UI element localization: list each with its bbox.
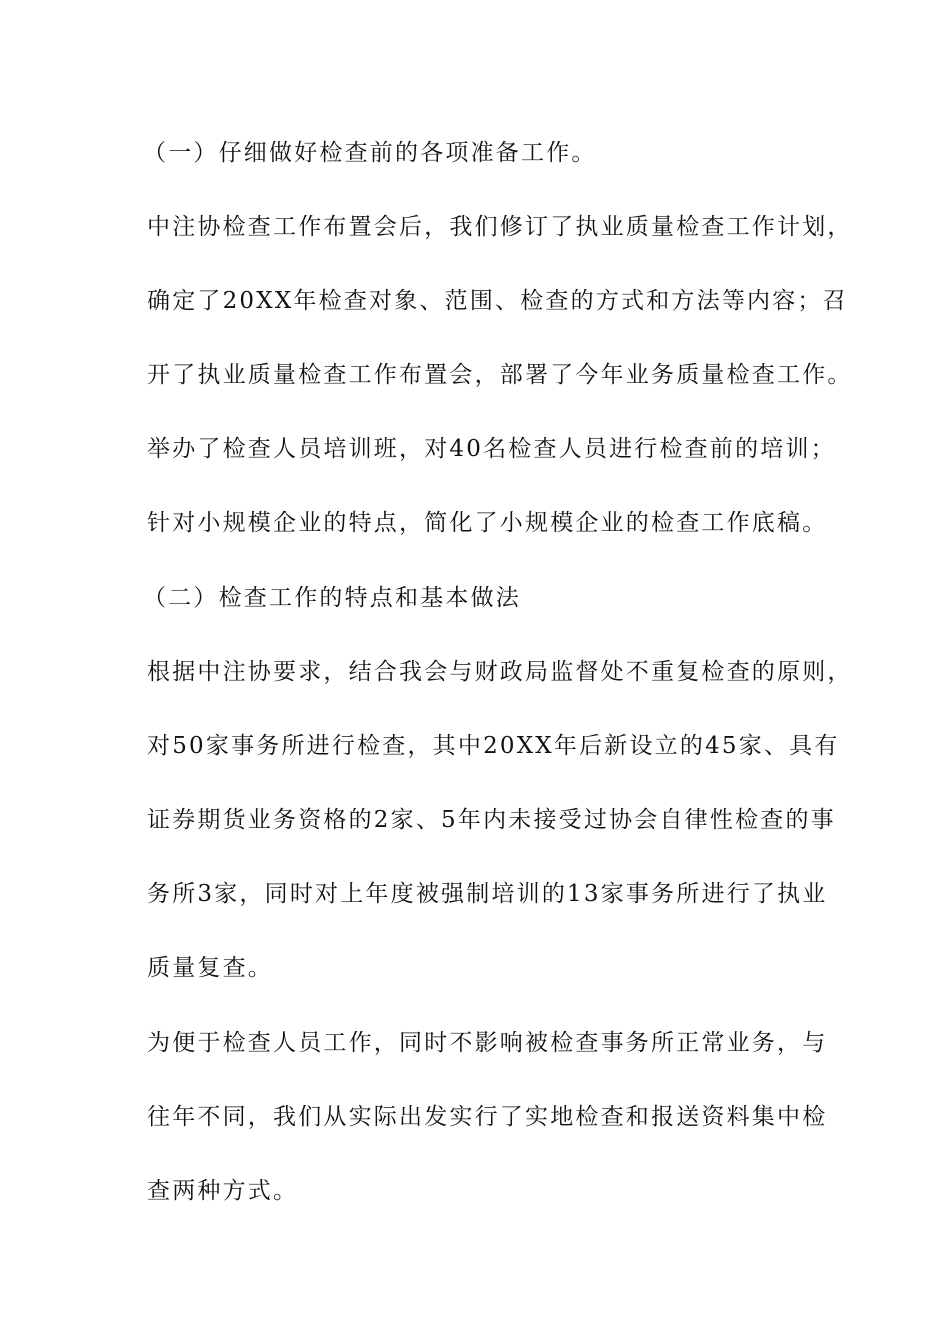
paragraph-line: 针对小规模企业的特点，简化了小规模企业的检查工作底稿。 <box>147 510 828 536</box>
section-heading-2: （二）检查工作的特点和基本做法 <box>143 585 521 611</box>
paragraph-line: 证券期货业务资格的2家、5年内未接受过协会自律性检查的事 <box>147 807 836 833</box>
paragraph-line: 为便于检查人员工作，同时不影响被检查事务所正常业务，与 <box>147 1030 828 1056</box>
section-heading-1: （一）仔细做好检查前的各项准备工作。 <box>143 140 597 166</box>
paragraph-line: 开了执业质量检查工作布置会，部署了今年业务质量检查工作。 <box>147 362 853 388</box>
paragraph-line: 根据中注协要求，结合我会与财政局监督处不重复检查的原则， <box>147 659 853 685</box>
paragraph-line: 务所3家，同时对上年度被强制培训的13家事务所进行了执业 <box>147 881 828 907</box>
paragraph-line: 确定了20XX年检查对象、范围、检查的方式和方法等内容；召 <box>147 288 848 314</box>
paragraph-line: 举办了检查人员培训班，对40名检查人员进行检查前的培训； <box>147 436 836 462</box>
paragraph-line: 查两种方式。 <box>147 1178 299 1204</box>
paragraph-line: 中注协检查工作布置会后，我们修订了执业质量检查工作计划， <box>147 214 853 240</box>
paragraph-line: 质量复查。 <box>147 955 273 981</box>
paragraph-line: 对50家事务所进行检查，其中20XX年后新设立的45家、具有 <box>147 733 840 759</box>
paragraph-line: 往年不同，我们从实际出发实行了实地检查和报送资料集中检 <box>147 1104 828 1130</box>
